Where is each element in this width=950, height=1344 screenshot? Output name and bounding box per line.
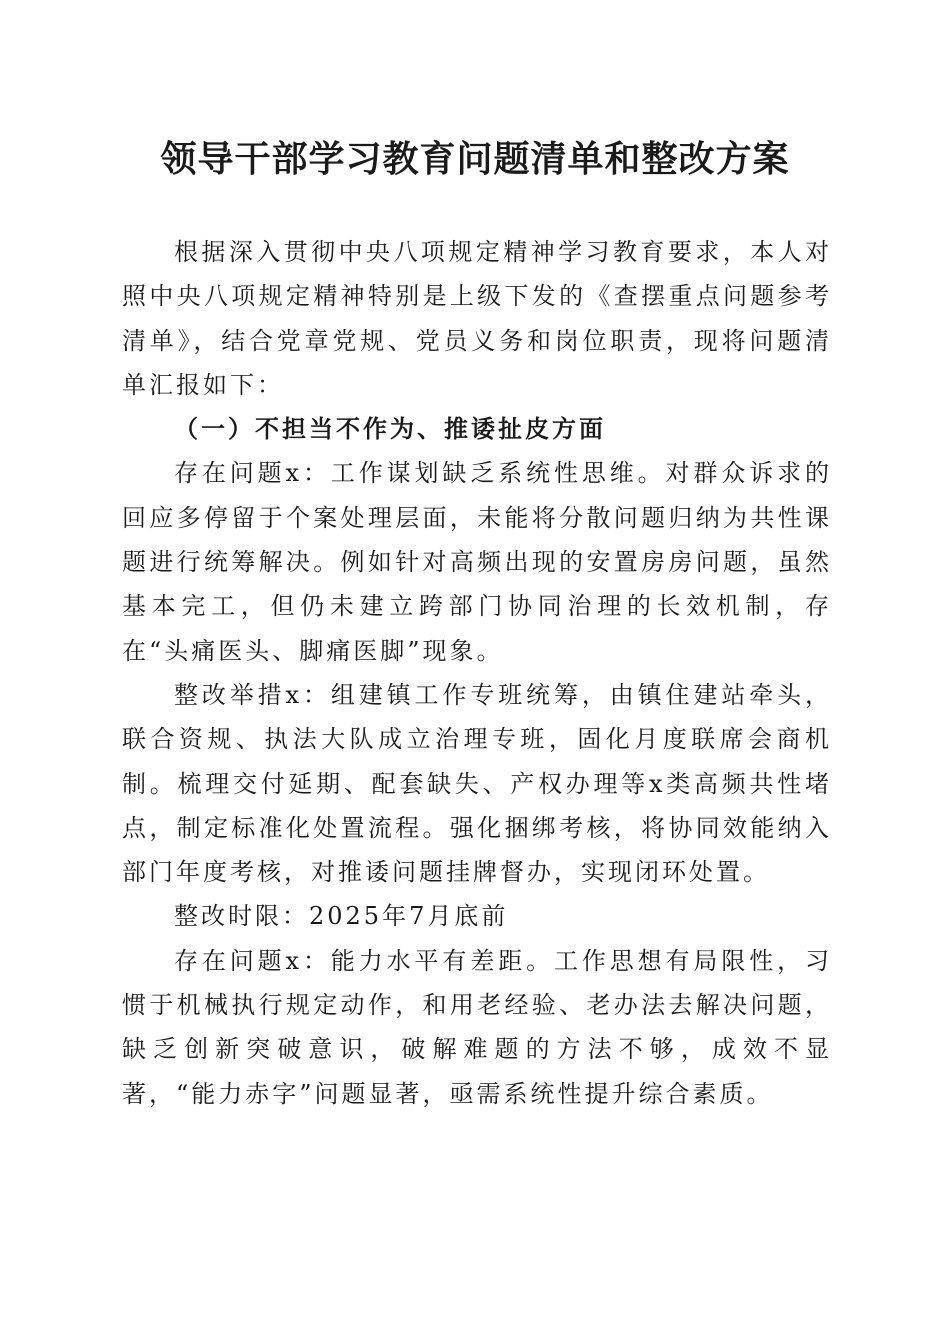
measures-paragraph: 整改举措x：组建镇工作专班统筹，由镇住建站牵头，联合资规、执法大队成立治理专班，固化月度联席会商机制。梳理交付延期、配套缺失、产权办理等x类高频共性堵点，制定标准化处置流程。强化捆绑考核，将协同效能纳入部门年度考核，对推诿问题挂牌督办，实现闭环处置。: [122, 680, 832, 887]
intro-paragraph: 根据深入贯彻中央八项规定精神学习教育要求，本人对照中央八项规定精神特别是上级下发的《查摆重点问题参考清单》，结合党章党规、党员义务和岗位职责，现将问题清单汇报如下：: [122, 238, 832, 399]
deadline-paragraph: 整改时限：2025年7月底前: [174, 902, 509, 931]
document-body: [122, 230, 832, 1116]
problem-paragraph: 存在问题x：能力水平有差距。工作思想有局限性，习惯于机械执行规定动作，和用老经验、老办法去解决问题，缺乏创新突破意识，破解难题的方法不够，成效不显著，“能力赤字”问题显著，亟需系统性提升综合素质。: [122, 946, 832, 1108]
section-heading: （一）不担当不作为、推诿扯皮方面: [174, 414, 606, 444]
document-title: 领导干部学习教育问题清单和整改方案: [160, 138, 790, 180]
problem-paragraph: 存在问题x：工作谋划缺乏系统性思维。对群众诉求的回应多停留于个案处理层面，未能将分散问题归纳为共性课题进行统筹解决。例如针对高频出现的安置房房问题，虽然基本完工，但仍未建立跨部门协同治理的长效机制，存在“头痛医头、脚痛医脚”现象。: [122, 459, 832, 665]
